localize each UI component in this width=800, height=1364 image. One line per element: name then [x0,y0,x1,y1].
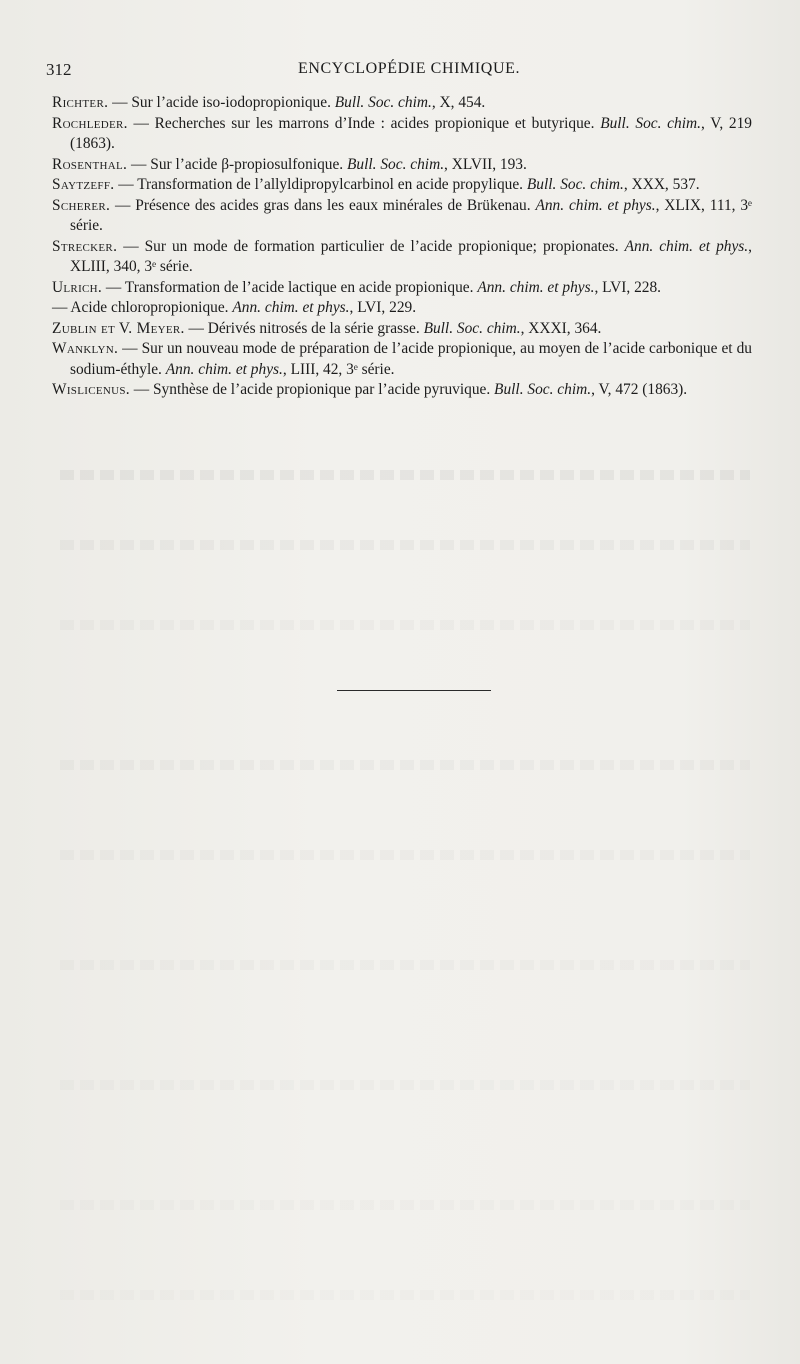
bleed-through [60,1080,750,1090]
entry-journal: Ann. chim. et phys. [165,360,283,378]
entry-title: — Sur un nouveau mode de préparation de l’acide propionique, au moyen de l’acide carbonique et du sodium-éthyle. [70,340,752,378]
entry-author: Rosenthal. [52,155,128,173]
bibliography-entry [52,114,752,155]
bleed-through [60,1290,750,1300]
entry-author: Wislicenus. [52,381,130,398]
bibliography-entry [52,175,752,196]
entry-journal: Ann. chim. et phys. [232,299,350,316]
entry-citation: , LVI, 228. [594,278,662,296]
entry-title: — Transformation de l’acide lactique en acide propionique. [102,278,478,296]
entry-journal: Bull. Soc. chim. [600,114,701,132]
bleed-through [60,760,750,770]
bibliography-entry [52,196,752,237]
bibliography-list [52,93,752,401]
entry-title: — Sur l’acide β-propiosulfonique. [127,155,348,173]
bibliography-entry [52,278,752,299]
page-number: 312 [46,60,72,79]
bleed-through [60,1200,750,1210]
bleed-through [60,540,750,550]
bleed-through [60,470,750,480]
bleed-through [60,960,750,970]
entry-citation: , XLVII, 193. [444,155,527,173]
entry-author: Richter. [52,94,109,111]
entry-journal: Bull. Soc. chim. [423,319,521,337]
bleed-through [60,620,750,630]
entry-title: — Recherches sur les marrons d’Inde : acides propionique et butyrique. [127,114,601,132]
entry-author: Ulrich. [52,278,103,296]
entry-citation: , LIII, 42, 3ᵉ série. [282,360,395,378]
page-header [0,60,800,84]
entry-author: Strecker. [52,237,118,255]
entry-citation: , V, 472 (1863). [591,381,688,398]
entry-title: — Acide chloropropionique. [52,299,233,316]
bibliography-entry [52,237,752,278]
entry-journal: Bull. Soc. chim. [334,94,432,111]
entry-journal: Bull. Soc. chim. [526,176,624,193]
entry-title: — Dérivés nitrosés de la série grasse. [184,319,424,337]
entry-author: Saytzeff. [52,176,115,193]
bibliography-entry [52,93,752,114]
entry-journal: Ann. chim. et phys. [535,196,656,214]
entry-title: — Sur un mode de formation particulier de l’acide propionique; propionates. [117,237,625,255]
bibliography-entry [52,319,752,340]
entry-author: Wanklyn. [52,340,119,357]
entry-citation: , XLIX, 111, 3ᵉ série. [70,196,752,234]
entry-journal: Ann. chim. et phys. [624,237,749,255]
entry-title: — Sur l’acide iso-iodopropionique. [108,94,335,111]
entry-citation: , V, 219 (1863). [70,114,753,152]
entry-title: — Transformation de l’allyldipropylcarbinol en acide propylique. [114,176,527,193]
entry-journal: Bull. Soc. chim. [347,155,445,173]
running-title: ENCYCLOPÉDIE CHIMIQUE. [298,60,521,77]
entry-citation: , X, 454. [431,94,486,111]
entry-journal: Ann. chim. et phys. [477,278,595,296]
bibliography-entry [52,339,752,380]
entry-title: — Synthèse de l’acide propionique par l’acide pyruvique. [129,381,495,398]
entry-title: — Présence des acides gras dans les eaux minérales de Brükenau. [110,196,536,214]
entry-citation: , XXXI, 364. [520,319,602,337]
bibliography-entry [52,298,752,319]
entry-author: Zublin et V. Meyer. [52,319,185,337]
entry-citation: , LVI, 229. [349,299,417,316]
entry-citation: , XXX, 537. [623,176,700,193]
bleed-through [60,850,750,860]
entry-author: Scherer. [52,196,111,214]
section-end-rule [337,690,491,691]
entry-citation: , XLIII, 340, 3ᵉ série. [70,237,752,275]
entry-author: Rochleder. [52,114,128,132]
bibliography-entry [52,380,752,401]
entry-journal: Bull. Soc. chim. [494,381,592,398]
bibliography-entry [52,155,752,176]
